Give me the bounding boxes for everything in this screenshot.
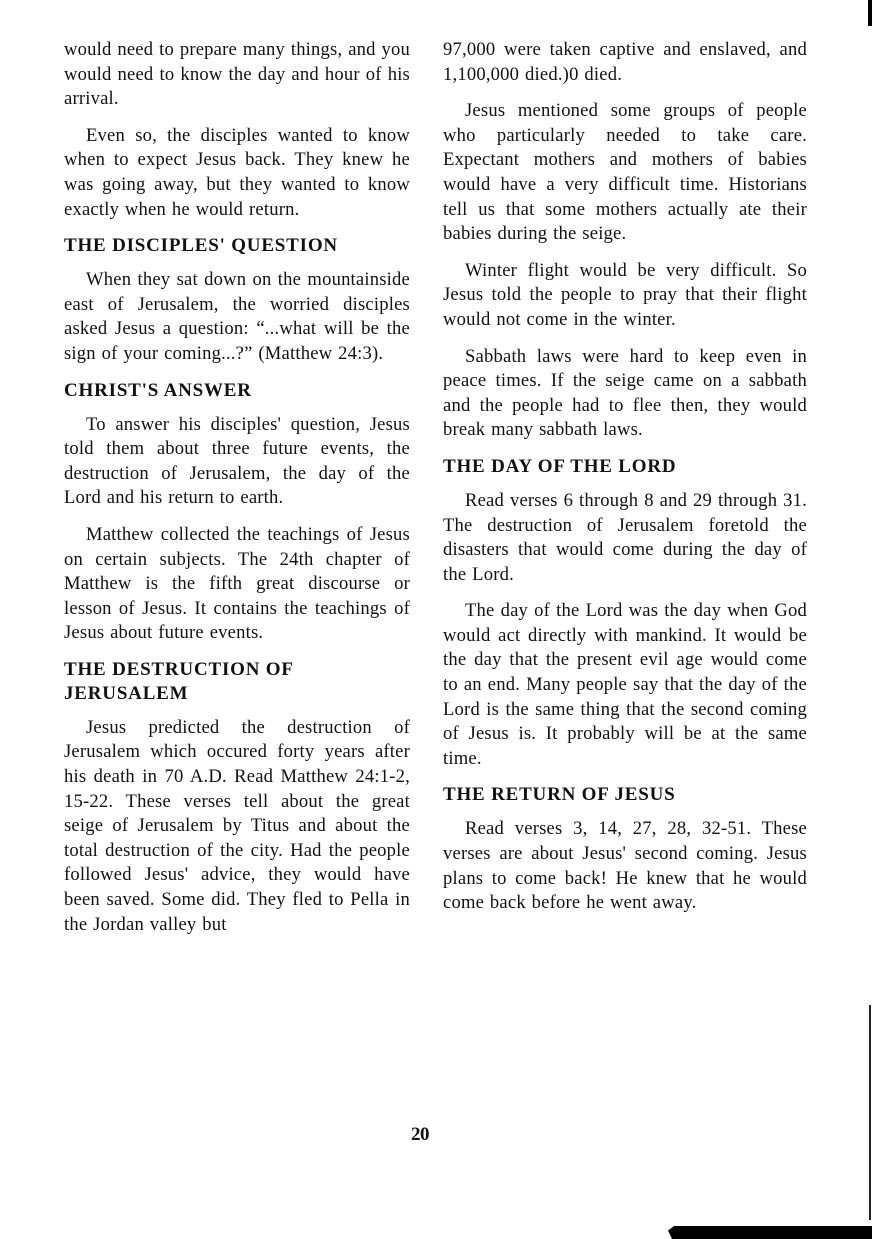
paragraph-disciples-wanted: Even so, the disciples wanted to know when to expect Jesus back. They knew he was going away, but they wanted to know exactly when he would return. xyxy=(64,124,410,220)
paragraph-groups-of-people: Jesus mentioned some groups of people who particularly needed to take care. Expectant mothers and mothers of babies would have a very difficult time. Historians tell us that some mothers actually ate their babies during the seige. xyxy=(443,100,807,245)
paragraph-matthew-collected: Matthew collected the teachings of Jesus on certain subjects. The 24th chapter of Matthew is the fifth great discourse or lesson of Jesus. It contains the teachings of Jesus about future events. xyxy=(64,523,410,644)
page-number: 20 xyxy=(411,1124,429,1145)
heading-christs-answer: CHRIST'S ANSWER xyxy=(64,379,252,401)
paragraph-return-of-jesus: Read verses 3, 14, 27, 28, 32-51. These verses are about Jesus' second coming. Jesus plans to come back! He knew that he would come back before he went away. xyxy=(443,818,807,914)
paragraph-sabbath-laws: Sabbath laws were hard to keep even in peace times. If the seige came on a sabbath and the people had to flee then, they would break many sabbath laws. xyxy=(443,345,807,441)
scan-artifact-edge xyxy=(869,1005,871,1220)
scan-artifact-top xyxy=(868,0,872,26)
paragraph-read-verses: Read verses 6 through 8 and 29 through 31. The destruction of Jerusalem foretold the disasters that would come during the day of the Lord. xyxy=(443,489,807,585)
heading-return-of-jesus: THE RETURN OF JESUS xyxy=(443,784,676,806)
paragraph-captives: 97,000 were taken captive and enslaved, and 1,100,000 died.)0 died. xyxy=(443,39,807,85)
right-column xyxy=(443,38,807,928)
heading-disciples-question: THE DISCIPLES' QUESTION xyxy=(64,235,338,257)
scan-artifact-bottom xyxy=(668,1226,872,1239)
paragraph-continuation: would need to prepare many things, and you would need to know the day and hour of his arrival. xyxy=(64,39,410,110)
left-column xyxy=(64,38,410,949)
heading-destruction-of-jerusalem: THE DESTRUCTION OF JERUSALEM xyxy=(64,658,294,704)
paragraph-winter-flight: Winter flight would be very difficult. So Jesus told the people to pray that their flight would not come in the winter. xyxy=(443,259,807,330)
paragraph-day-of-lord-meaning: The day of the Lord was the day when God would act directly with mankind. It would be the day that the present evil age would come to an end. Many people say that the day of the Lord is the same thing that the second coming of Jesus is. It probably will be at the same time. xyxy=(443,600,807,769)
heading-day-of-the-lord: THE DAY OF THE LORD xyxy=(443,455,677,477)
paragraph-destruction: Jesus predicted the destruction of Jerusalem which occured forty years after his death in 70 A.D. Read Matthew 24:1-2, 15-22. These verses tell about the great seige of Jerusalem by Titus and about the total destruction of the city. Had the people followed Jesus' advice, they would have been saved. Some did. They fled to Pella in the Jordan valley but xyxy=(64,716,410,935)
paragraph-christs-answer: To answer his disciples' question, Jesus told them about three future events, the destruction of Jerusalem, the day of the Lord and his return to earth. xyxy=(64,413,410,509)
paragraph-disciples-question: When they sat down on the mountainside east of Jerusalem, the worried disciples asked Jesus a question: “...what will be the sign of your coming...?” (Matthew 24:3). xyxy=(64,269,410,364)
